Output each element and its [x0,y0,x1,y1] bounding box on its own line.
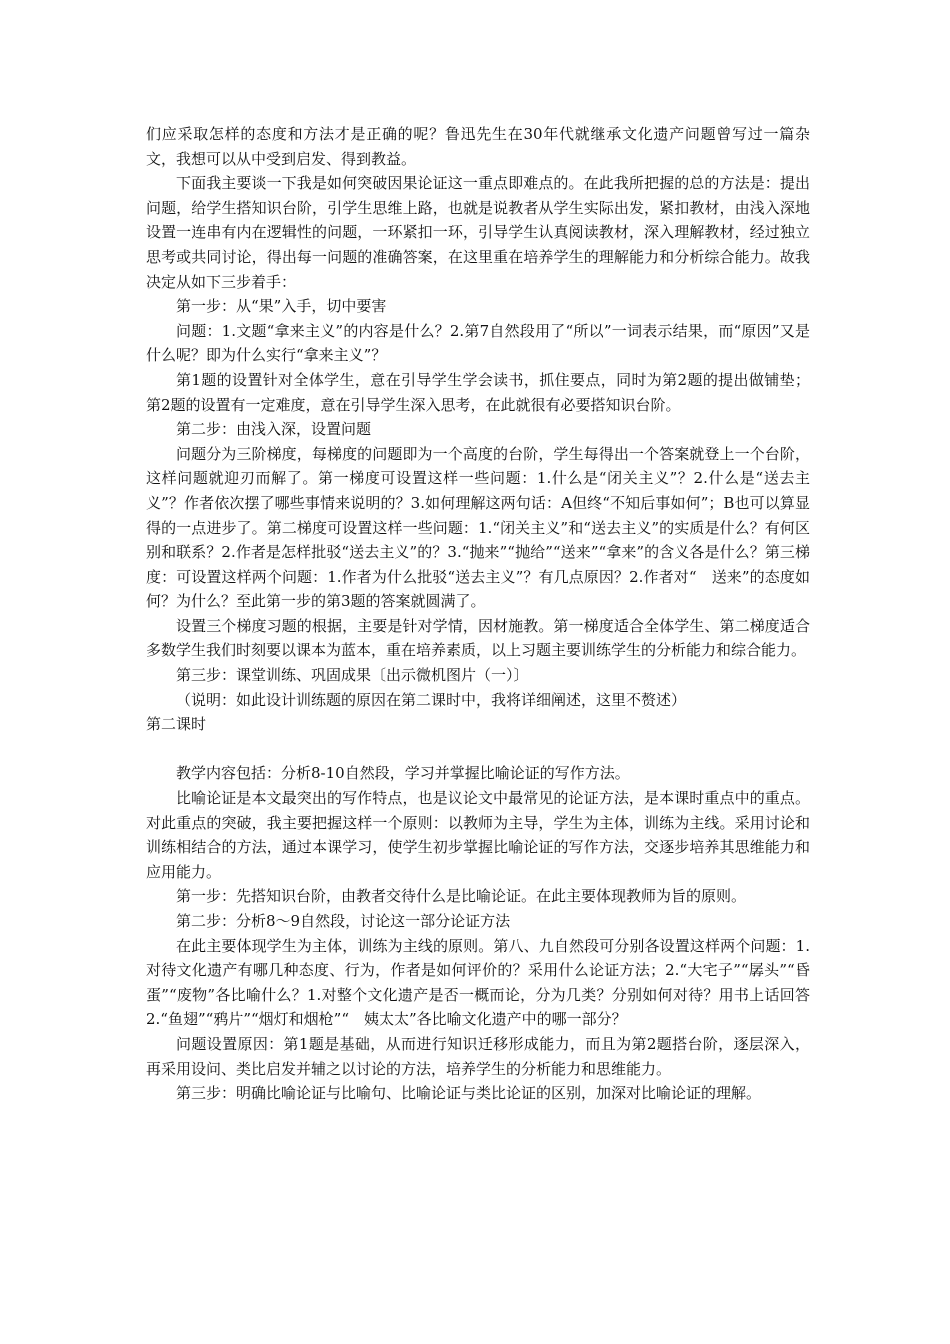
paragraph: 设置三个梯度习题的根据，主要是针对学情，因材施教。第一梯度适合全体学生、第二梯度适合多数学生我们时刻要以课本为蓝本，重在培养素质，以上习题主要训练学生的分析能力和综合能力。 [146,616,810,660]
step-heading: 第一步：从“果”入手，切中要害 [176,297,387,316]
step-heading: 第一步：先搭知识台阶，由教者交待什么是比喻论证。在此主要体现教师为旨的原则。 [176,887,747,906]
section-title: 第二课时 [146,715,207,734]
paragraph: 问题：1.文题“拿来主义”的内容是什么？2.第7自然段用了“所以”一词表示结果，而“原因”又是什么呢？即为什么实行“拿来主义”？ [146,321,810,365]
paragraph: 们应采取怎样的态度和方法才是正确的呢？鲁迅先生在30年代就继承文化遗产问题曾写过一篇杂文，我想可以从中受到启发、得到教益。 [146,125,810,168]
paragraph: 教学内容包括：分析8-10自然段，学习并掌握比喻论证的写作方法。 [176,764,630,783]
paragraph: 比喻论证是本文最突出的写作特点，也是议论文中最常见的论证方法，是本课时重点中的重点。对此重点的突破，我主要把握这样一个原则：以教师为主导，学生为主体，训练为主线。采用讨论和训练相结合的方法，通过本课学习，使学生初步掌握比喻论证的写作方法，交逐步培养其思维能力和应用能力。 [146,789,810,881]
paragraph: 问题分为三阶梯度，每梯度的问题即为一个高度的台阶，学生每得出一个答案就登上一个台阶，这样问题就迎刃而解了。第一梯度可设置这样一些问题：1.什么是“闭关主义”？2.什么是“送去主义”？作者依次摆了哪些事情来说明的？3.如何理解这两句话：A但终“不知后事如何”；B也可以算显得的一点进步了。第二梯度可设置这样一些问题：1.“闭关主义”和“送去主义”的实质是什么？有何区别和联系？2.作者是怎样批驳“送去主义”的？3.“抛来”“抛给”“送来”“拿来”的含义各是什么？第三梯度：可设置这样两个问题：1.作者为什么批驳“送去主义”？有几点原因？2.作者对“ 送来”的态度如何？为什么？至此第一步的第3题的答案就圆满了。 [146,444,810,611]
paragraph: 问题设置原因：第1题是基础，从而进行知识迁移形成能力，而且为第2题搭台阶，逐层深入，再采用设问、类比启发并辅之以讨论的方法，培养学生的分析能力和思维能力。 [146,1034,810,1078]
note-paragraph: （说明：如此设计训练题的原因在第二课时中，我将详细阐述，这里不赘述） [176,690,687,709]
step-heading: 第三步：明确比喻论证与比喻句、比喻论证与类比论证的区别，加深对比喻论证的理解。 [176,1084,762,1103]
paragraph: 第1题的设置针对全体学生，意在引导学生学会读书，抓住要点，同时为第2题的提出做铺垫；第2题的设置有一定难度，意在引导学生深入思考，在此就很有必要搭知识台阶。 [146,370,810,414]
step-heading: 第二步：由浅入深，设置问题 [176,420,372,439]
paragraph: 下面我主要谈一下我是如何突破因果论证这一重点即难点的。在此我所把握的总的方法是：提出问题，给学生搭知识台阶，引学生思维上路，也就是说教者从学生实际出发，紧扣教材，由浅入深地设置一连串有内在逻辑性的问题，一环紧扣一环，引导学生认真阅读教材，深入理解教材，经过独立思考或共同讨论，得出每一问题的准确答案，在这里重在培养学生的理解能力和分析综合能力。故我决定从如下三步着手： [146,174,810,291]
document-page [146,122,810,1106]
paragraph: 在此主要体现学生为主体，训练为主线的原则。第八、九自然段可分别各设置这样两个问题：1.对待文化遗产有哪几种态度、行为，作者是如何评价的？采用什么论证方法；2.“大宅子”“孱头”“昏蛋”“废物”各比喻什么？1.对整个文化遗产是否一概而论，分为几类？分别如何对待？用书上话回答2.“鱼翅”“鸦片”“烟灯和烟枪”“ 姨太太”各比喻文化遗产中的哪一部分？ [146,936,810,1029]
blank-line [146,737,810,762]
step-heading: 第三步：课堂训练、巩固成果〔出示微机图片（一）〕 [176,666,529,685]
step-heading: 第二步：分析8～9自然段，讨论这一部分论证方法 [176,912,511,930]
